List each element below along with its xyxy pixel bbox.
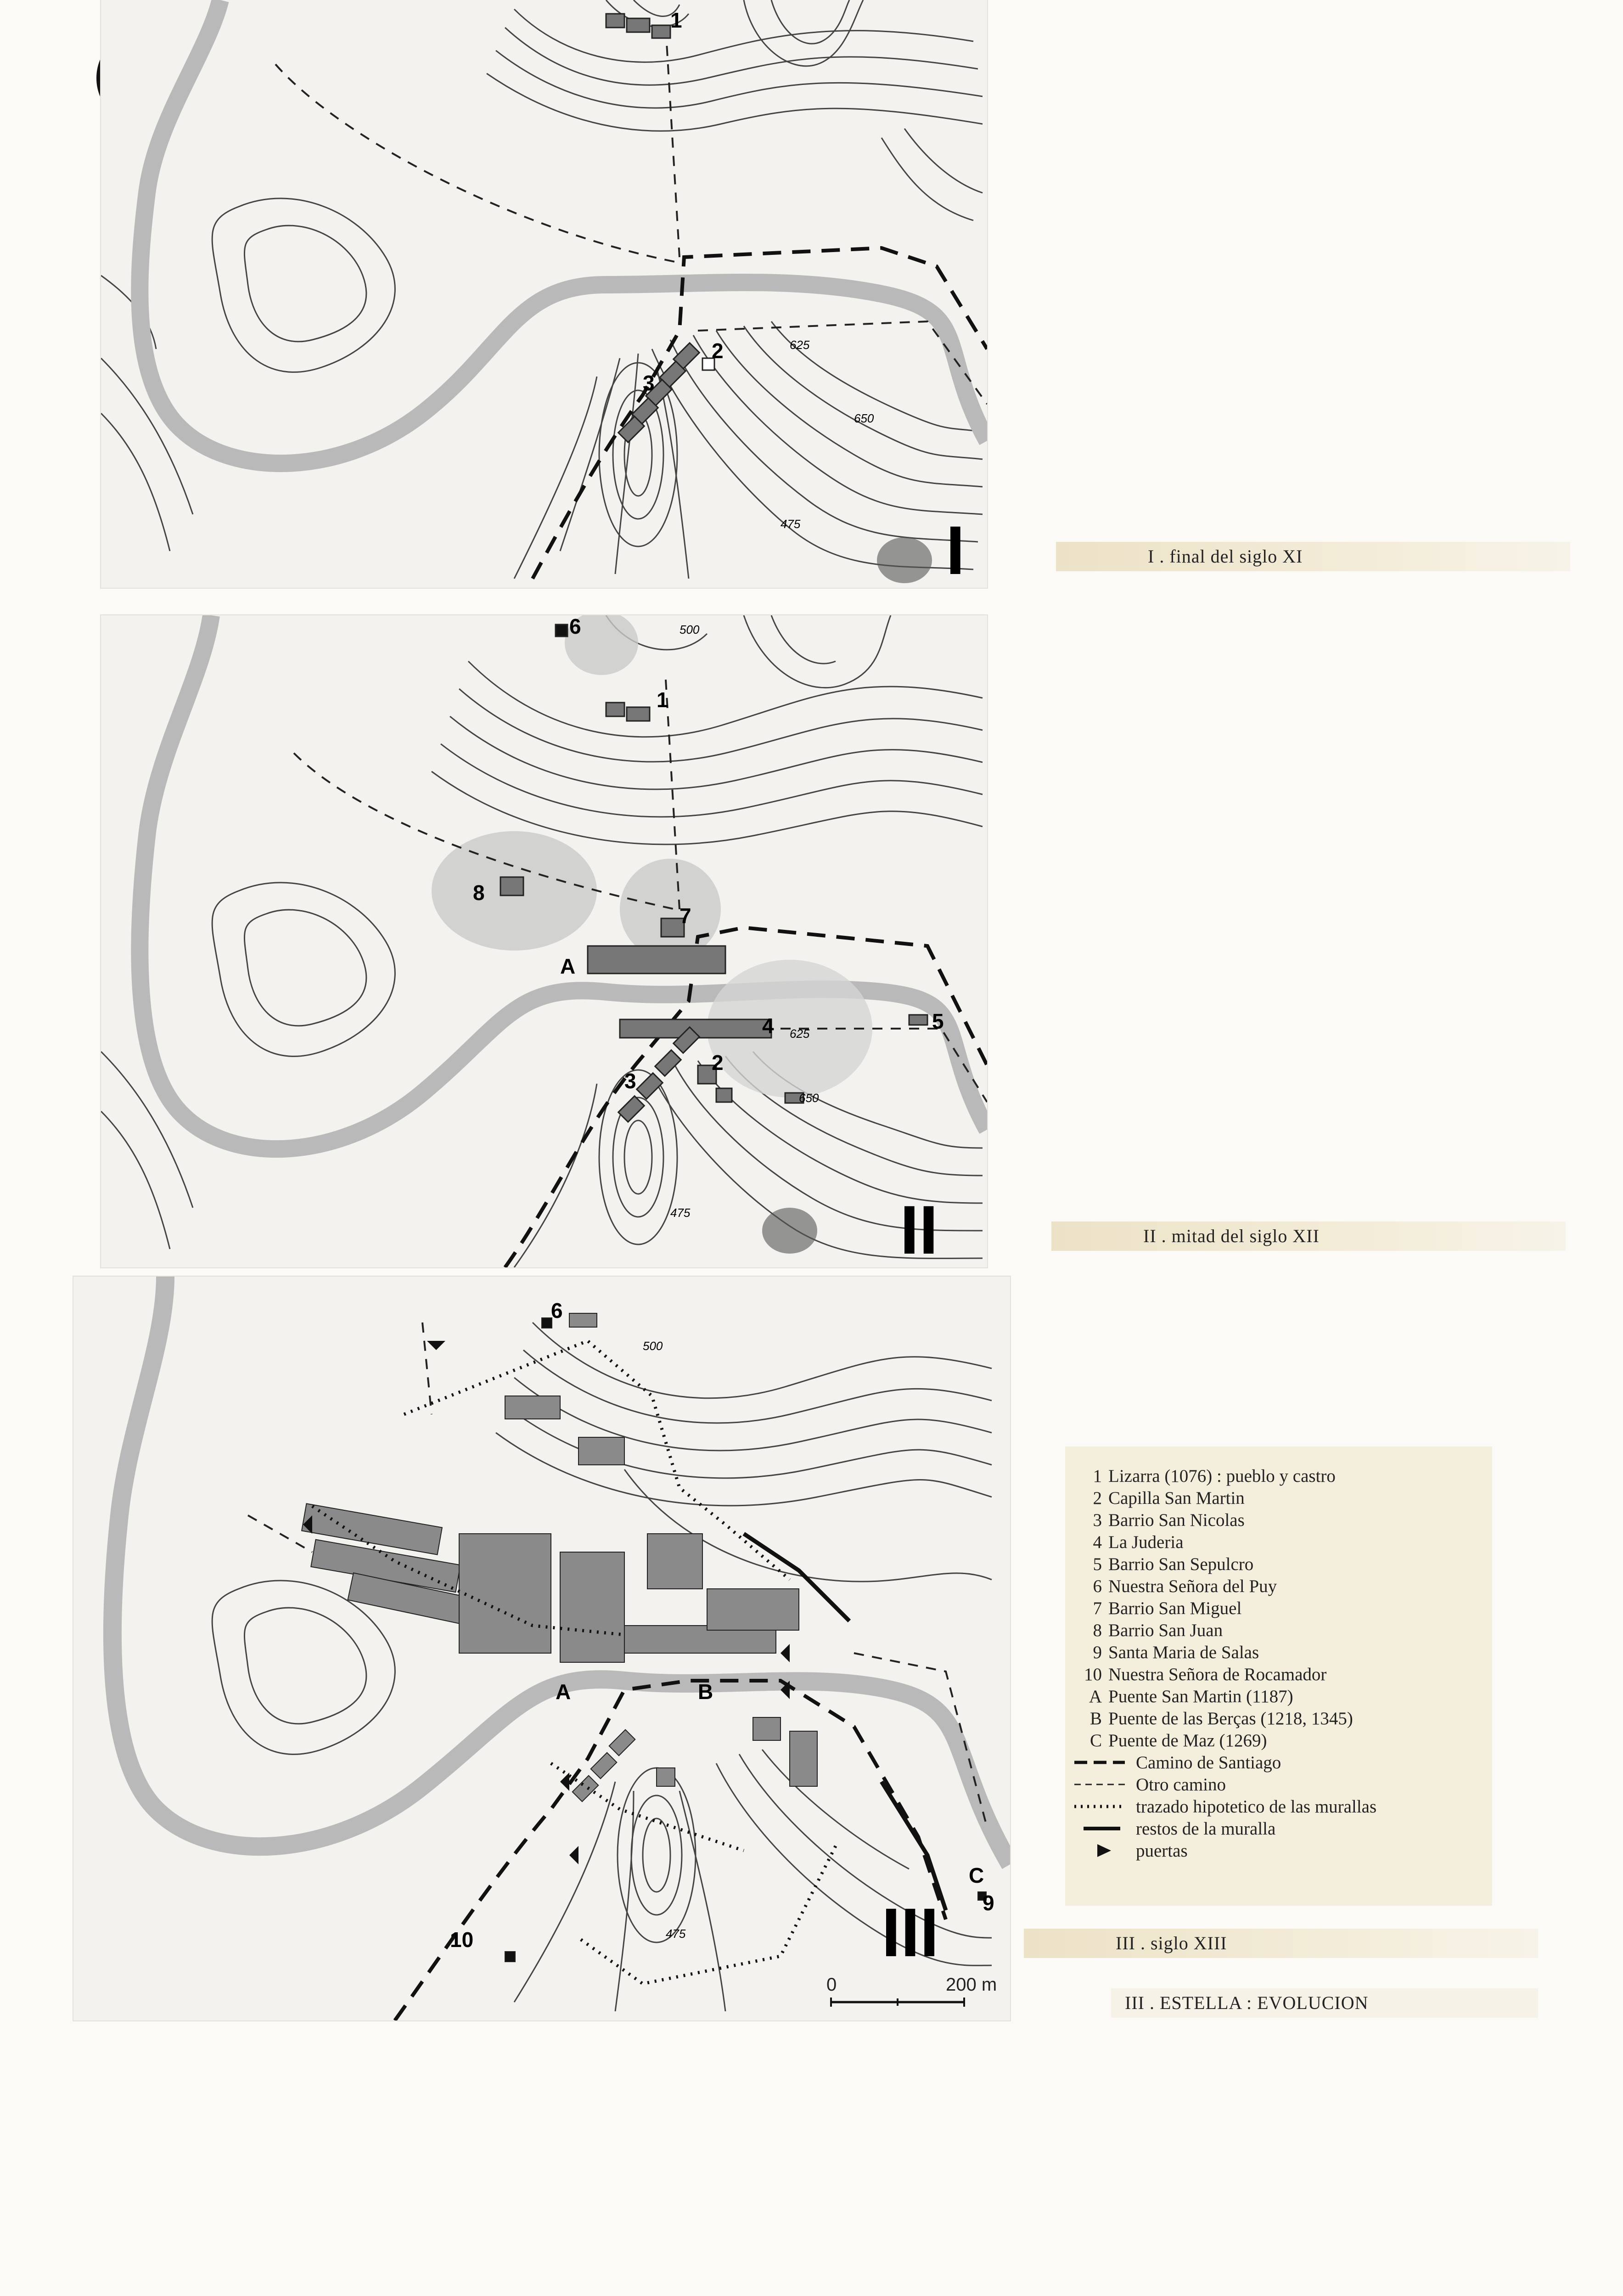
settlement-1 (606, 14, 670, 38)
legend-line-item: puertas (1070, 1840, 1488, 1862)
legend-item: B Puente de las Berças (1218, 1345) (1089, 1708, 1353, 1728)
label-10: 10 (450, 1928, 474, 1952)
legend-item: C Puente de Maz (1269) (1089, 1730, 1267, 1750)
contour-lines (212, 1322, 992, 2011)
elev-650: 650 (854, 411, 874, 425)
caption-panel-3: III . siglo XIII (1024, 1929, 1538, 1958)
label-1: 1 (657, 688, 668, 712)
label-2: 2 (712, 339, 724, 363)
legend-line-item: trazado hipotetico de las murallas (1070, 1795, 1488, 1818)
label-6: 6 (569, 615, 581, 638)
label-A: A (560, 954, 576, 978)
map-panel-3 (73, 1277, 1010, 2020)
label-1: 1 (670, 8, 682, 32)
caption-panel-1: I . final del siglo XI (1056, 542, 1570, 571)
label-7: 7 (680, 904, 691, 928)
elev-625: 625 (790, 338, 810, 352)
legend-item: 5 Barrio San Sepulcro (1093, 1554, 1254, 1574)
map-panel-2-drawing (101, 615, 987, 1267)
label-6: 6 (551, 1299, 563, 1322)
scale-zero: 0 (826, 1975, 837, 1995)
elev-650: 650 (799, 1091, 819, 1105)
label-A: A (556, 1680, 571, 1704)
hatched-area (877, 537, 932, 583)
label-C: C (969, 1863, 984, 1887)
label-3: 3 (643, 371, 655, 395)
elev-475: 475 (781, 517, 801, 531)
legend-line-item: Otro camino (1070, 1773, 1488, 1795)
panel-mark-2: II (900, 1191, 938, 1267)
map-panel-3-drawing (73, 1277, 1010, 2020)
legend-item: 6 Nuestra Señora del Puy (1093, 1576, 1277, 1596)
legend-item: 7 Barrio San Miguel (1093, 1598, 1242, 1618)
label-5: 5 (932, 1009, 944, 1033)
gate-arrow-icon (1070, 1840, 1129, 1862)
legend-item: 10 Nuestra Señora de Rocamador (1084, 1664, 1327, 1684)
elev-475: 475 (670, 1206, 691, 1220)
label-4: 4 (762, 1014, 774, 1038)
dashed-thin-line-icon (1070, 1773, 1129, 1795)
dashed-bold-line-icon (1070, 1751, 1129, 1773)
legend-item: 8 Barrio San Juan (1093, 1620, 1223, 1640)
legend-item: A Puente San Martin (1187) (1089, 1686, 1293, 1706)
town-blocks (302, 1313, 986, 1962)
legend-line-item: Camino de Santiago (1070, 1751, 1488, 1773)
panel-mark-3: III (882, 1894, 939, 1971)
legend-line-item: restos de la muralla (1070, 1818, 1488, 1840)
label-8: 8 (473, 881, 485, 905)
caption-panel-2: II . mitad del siglo XII (1051, 1221, 1566, 1251)
panel-mark-1: I (946, 512, 965, 588)
label-9: 9 (983, 1891, 994, 1915)
map-panel-1 (101, 0, 987, 588)
scale-bar (826, 1975, 1001, 2011)
hatched-area (762, 1208, 817, 1254)
elev-625: 625 (790, 1027, 810, 1041)
legend-item: 9 Santa Maria de Salas (1093, 1642, 1259, 1662)
solid-line-icon (1070, 1818, 1129, 1840)
legend-item: 1 Lizarra (1076) : pueblo y castro (1093, 1466, 1336, 1486)
map-panel-2 (101, 615, 987, 1267)
map-panel-1-drawing (101, 0, 987, 588)
elev-500: 500 (680, 623, 700, 636)
dotted-line-icon (1070, 1795, 1129, 1818)
label-3: 3 (624, 1069, 636, 1093)
scale-bar-graphic (826, 1975, 1001, 2011)
legend-item: 4 La Juderia (1093, 1532, 1184, 1552)
figure-title: III . ESTELLA : EVOLUCION (1111, 1988, 1538, 2018)
legend-item: 3 Barrio San Nicolas (1093, 1510, 1245, 1530)
area-7 (620, 859, 721, 960)
scale-max: 200 m (946, 1975, 997, 1995)
legend (1065, 1446, 1492, 1906)
elev-475: 475 (666, 1927, 686, 1941)
legend-item: 2 Capilla San Martin (1093, 1488, 1245, 1508)
label-2: 2 (712, 1051, 724, 1075)
elev-500: 500 (643, 1339, 663, 1353)
label-B: B (698, 1680, 713, 1704)
